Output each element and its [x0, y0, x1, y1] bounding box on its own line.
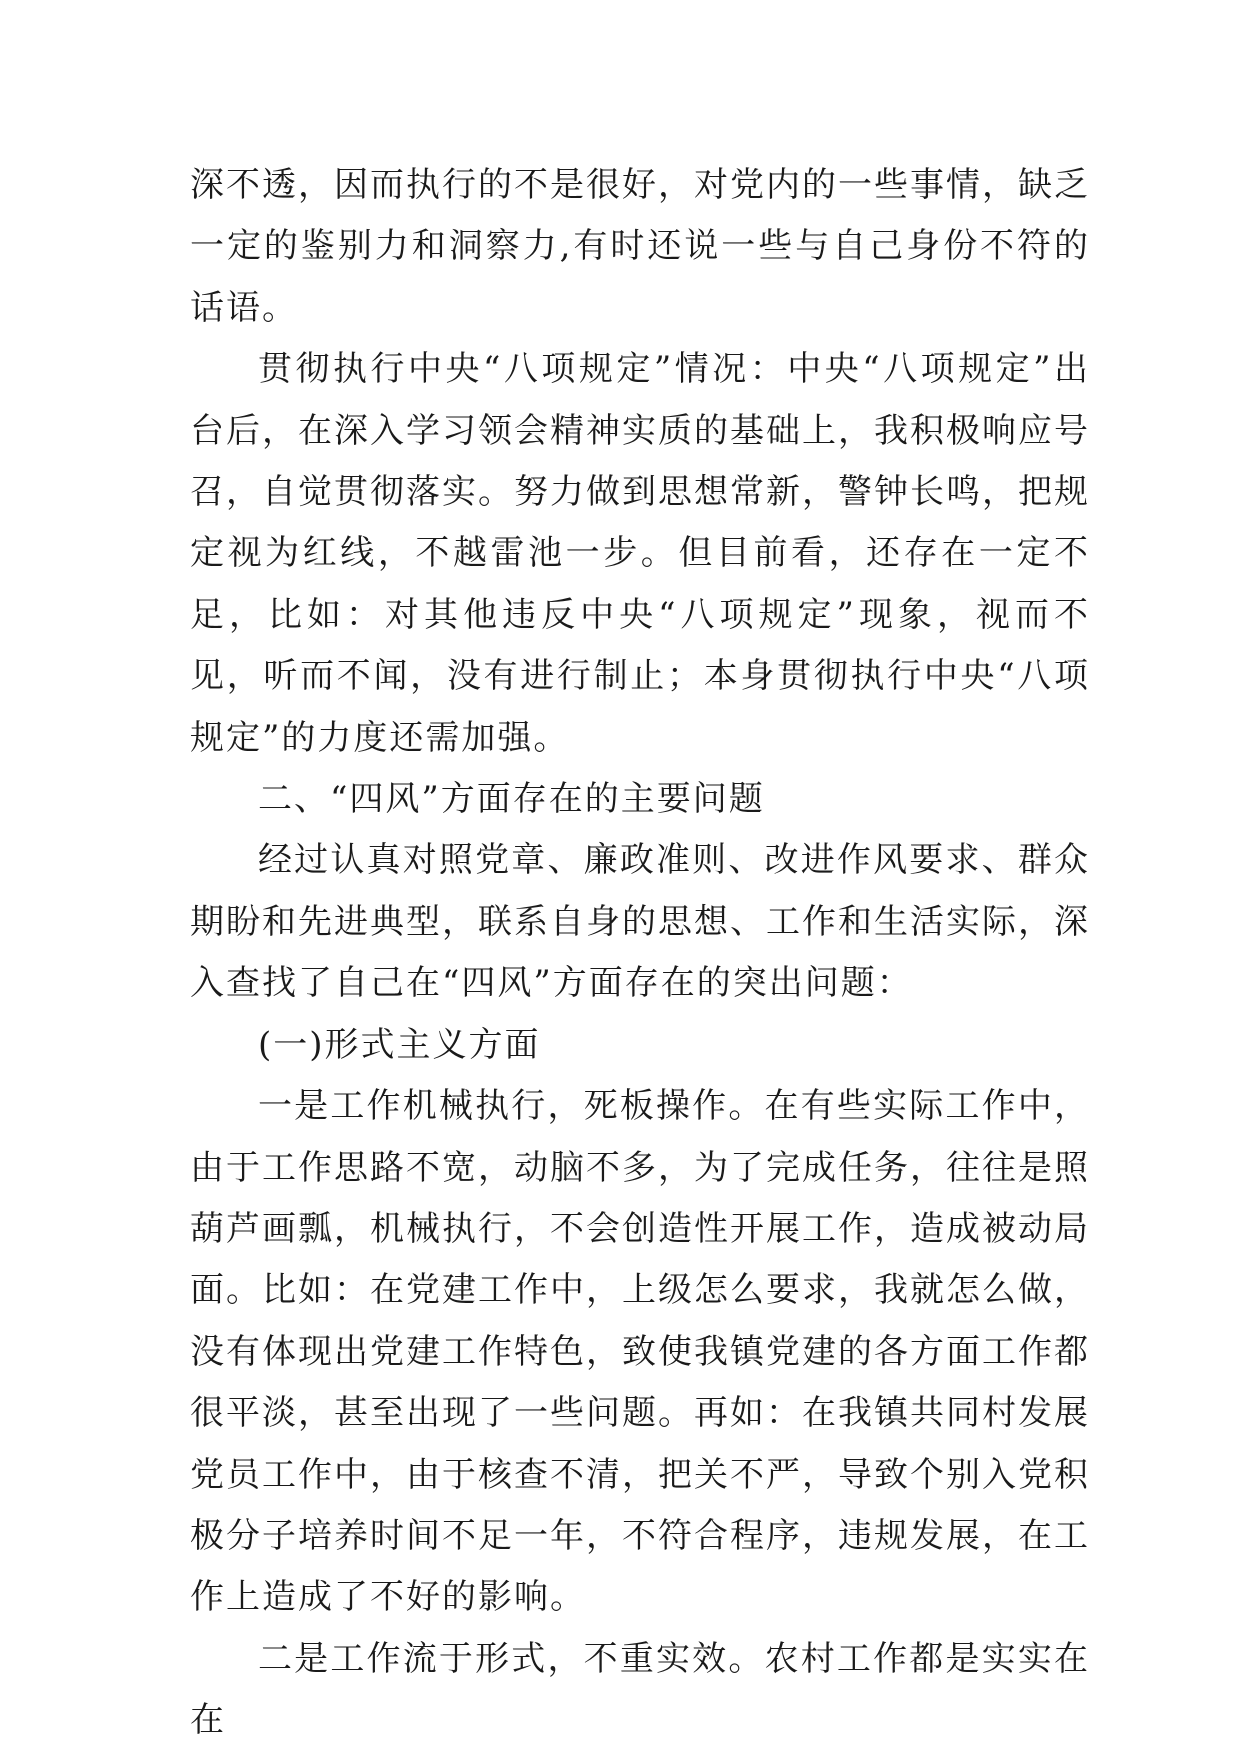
- paragraph-4: 一是工作机械执行，死板操作。在有些实际工作中，由于工作思路不宽，动脑不多，为了完成任务，往往是照葫芦画瓢，机械执行，不会创造性开展工作，造成被动局面。比如：在党建工作中，上级怎么要求，我就怎么做，没有体现出党建工作特色，致使我镇党建的各方面工作都很平淡，甚至出现了一些问题。再如：在我镇共同村发展党员工作中，由于核查不清，把关不严，导致个别入党积极分子培养时间不足一年，不符合程序，违规发展，在工作上造成了不好的影响。: [190, 1086, 1090, 1618]
- paragraph-3: 经过认真对照党章、廉政准则、改进作风要求、群众期盼和先进典型，联系自身的思想、工作和生活实际，深入查找了自己在“四风”方面存在的突出问题：: [190, 840, 1090, 1004]
- document-body: [190, 155, 1090, 1752]
- paragraph-2: 贯彻执行中央“八项规定”情况：中央“八项规定”出台后，在深入学习领会精神实质的基础上，我积极响应号召，自觉贯彻落实。努力做到思想常新，警钟长鸣，把规定视为红线，不越雷池一步。但目前看，还存在一定不足，比如：对其他违反中央“八项规定”现象，视而不见，听而不闻，没有进行制止；本身贯彻执行中央“八项规定”的力度还需加强。: [190, 349, 1090, 758]
- paragraph-5: 二是工作流于形式，不重实效。农村工作都是实实在在: [190, 1638, 1090, 1741]
- section-heading: 二、“四风”方面存在的主要问题: [258, 779, 765, 820]
- subsection-heading: (一)形式主义方面: [258, 1024, 541, 1065]
- paragraph-1: 深不透，因而执行的不是很好，对党内的一些事情，缺乏一定的鉴别力和洞察力,有时还说一些与自己身份不符的话语。: [190, 165, 1090, 328]
